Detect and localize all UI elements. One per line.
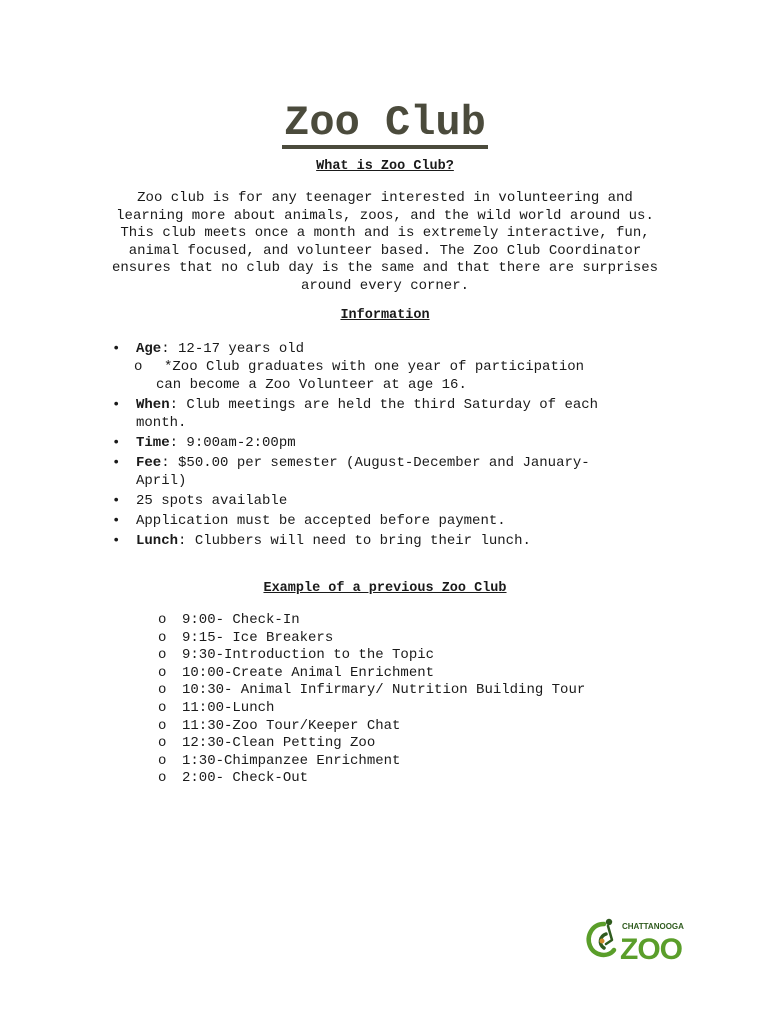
- bullet-icon: •: [112, 341, 121, 357]
- info-item-spots: [110, 492, 670, 510]
- schedule-item: [158, 665, 678, 683]
- intro-line: animal focused, and volunteer based. The Zoo Club Coordinator: [128, 242, 642, 259]
- sub-bullet-icon: o: [158, 770, 167, 787]
- sub-bullet-icon: o: [158, 717, 167, 734]
- intro-line: around every corner.: [300, 277, 470, 294]
- bullet-icon: •: [112, 513, 121, 529]
- schedule-item: [158, 753, 678, 771]
- lunch-label: Lunch: [136, 533, 179, 549]
- sub-bullet-icon: o: [158, 629, 167, 646]
- time-value: : 9:00am-2:00pm: [169, 435, 296, 451]
- what-is-heading: What is Zoo Club?: [316, 159, 454, 174]
- info-item-time: [110, 434, 670, 452]
- age-sub-list: [136, 358, 670, 394]
- age-note-line: *Zoo Club graduates with one year of participation: [164, 359, 585, 375]
- age-label: Age: [136, 341, 162, 357]
- sub-bullet-icon: o: [158, 647, 167, 664]
- schedule-item-text: 10:30- Animal Infirmary/ Nutrition Building Tour: [182, 682, 586, 699]
- bullet-icon: •: [112, 455, 121, 471]
- example-heading: Example of a previous Zoo Club: [263, 581, 507, 596]
- info-item-application: [110, 512, 670, 530]
- schedule-item-text: 10:00-Create Animal Enrichment: [182, 664, 435, 681]
- intro-line: Zoo club is for any teenager interested in volunteering and: [137, 190, 633, 206]
- sub-bullet-icon: o: [158, 752, 167, 769]
- schedule-item: [158, 630, 678, 648]
- schedule-item-text: 2:00- Check-Out: [182, 770, 309, 787]
- schedule-list: [158, 612, 678, 788]
- schedule-item: [158, 647, 678, 665]
- bullet-icon: •: [112, 397, 121, 413]
- age-note: [110, 358, 670, 394]
- schedule-item: [158, 735, 678, 753]
- fee-label: Fee: [136, 455, 162, 471]
- sub-bullet-icon: o: [134, 359, 143, 375]
- logo-main-text: ZOO: [620, 933, 682, 966]
- chattanooga-zoo-logo: [582, 914, 686, 966]
- time-label: Time: [136, 435, 170, 451]
- intro-line: This club meets once a month and is extremely interactive, fun,: [120, 225, 650, 242]
- bullet-icon: •: [112, 435, 121, 451]
- bullet-icon: •: [112, 493, 121, 509]
- intro-line: ensures that no club day is the same and that there are surprises: [111, 260, 659, 277]
- info-item-lunch: [110, 532, 670, 550]
- schedule-item: [158, 770, 678, 788]
- page-title: Zoo Club: [284, 99, 486, 147]
- info-item-age: [110, 340, 670, 394]
- intro-line: learning more about animals, zoos, and the wild world around us.: [116, 207, 654, 224]
- schedule-item: [158, 682, 678, 700]
- information-list: [110, 340, 670, 552]
- when-label: When: [136, 397, 170, 413]
- schedule-item: [158, 700, 678, 718]
- bullet-icon: •: [112, 533, 121, 549]
- schedule-item: [158, 718, 678, 736]
- fee-line: April): [136, 473, 187, 489]
- schedule-item-text: 11:30-Zoo Tour/Keeper Chat: [182, 717, 401, 734]
- sub-bullet-icon: o: [158, 612, 167, 628]
- age-value: : 12-17 years old: [161, 341, 305, 357]
- info-item-fee: [110, 454, 670, 490]
- schedule-item-text: 9:30-Introduction to the Topic: [182, 647, 435, 664]
- when-line: month.: [136, 415, 187, 431]
- intro-paragraph: [80, 190, 690, 296]
- schedule-item-text: 12:30-Clean Petting Zoo: [182, 735, 376, 752]
- fee-line: : $50.00 per semester (August-December and January-: [161, 455, 590, 471]
- sub-bullet-icon: o: [158, 699, 167, 716]
- lunch-value: : Clubbers will need to bring their lunch.: [178, 533, 531, 549]
- info-item-when: [110, 396, 670, 432]
- when-line: : Club meetings are held the third Saturday of each: [169, 397, 599, 413]
- schedule-item-text: 11:00-Lunch: [182, 699, 275, 716]
- schedule-item-text: 9:00- Check-In: [182, 612, 300, 628]
- sub-bullet-icon: o: [158, 664, 167, 681]
- spots-text: 25 spots available: [136, 493, 288, 509]
- schedule-item-text: 1:30-Chimpanzee Enrichment: [182, 752, 401, 769]
- application-text: Application must be accepted before payment.: [136, 513, 506, 529]
- schedule-item: [158, 612, 678, 630]
- schedule-item-text: 9:15- Ice Breakers: [182, 629, 334, 646]
- age-note-line: can become a Zoo Volunteer at age 16.: [156, 377, 467, 393]
- information-heading: Information: [340, 308, 430, 323]
- sub-bullet-icon: o: [158, 682, 167, 699]
- sub-bullet-icon: o: [158, 735, 167, 752]
- logo-top-text: CHATTANOOGA: [622, 922, 684, 931]
